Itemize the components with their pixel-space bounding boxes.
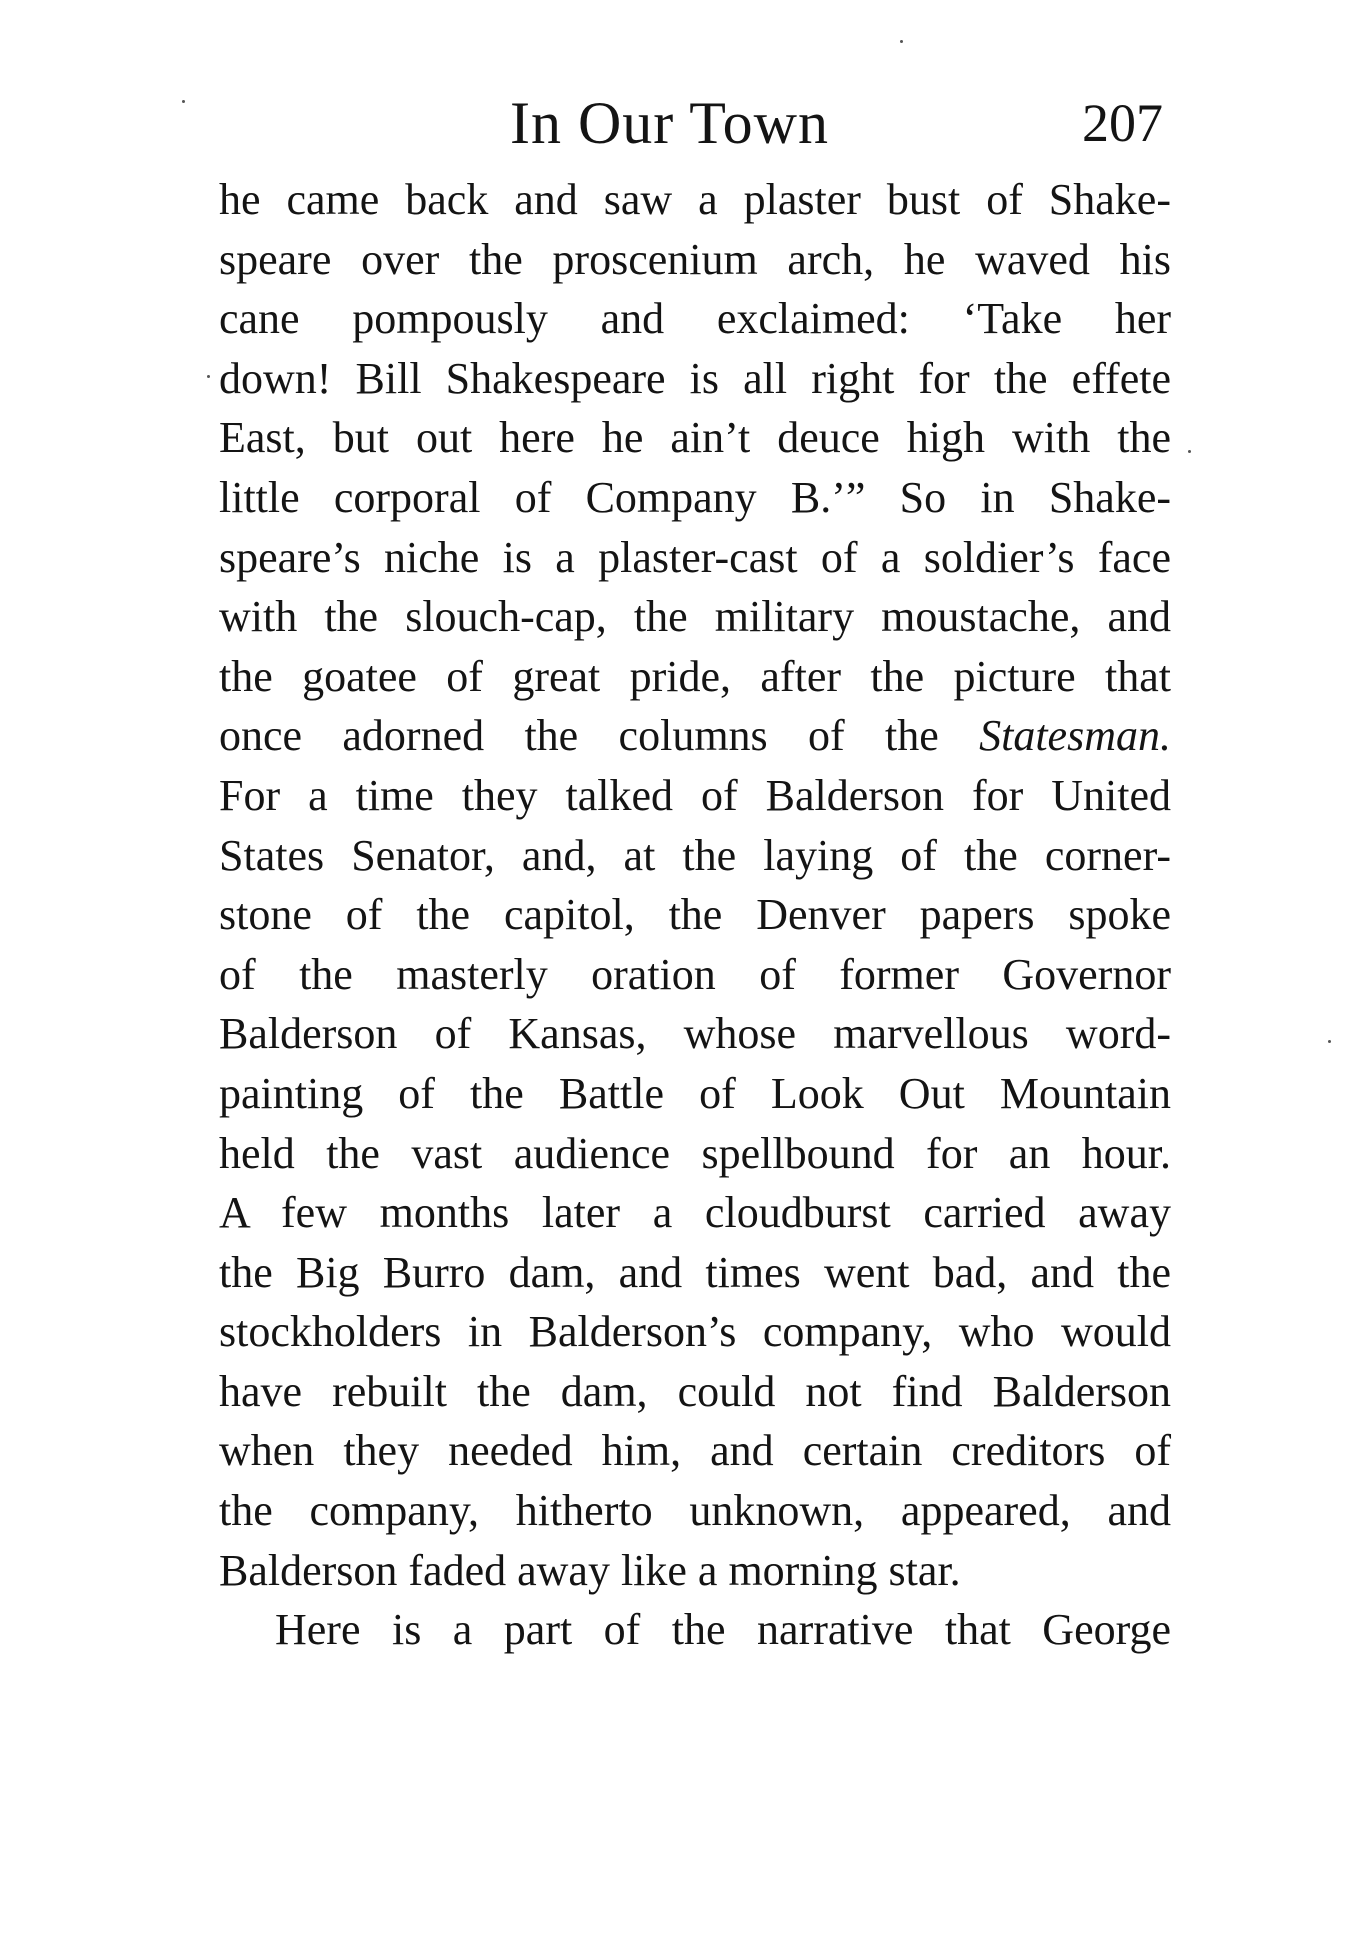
text-line: down! Bill Shakespeare is all right for the effete — [219, 353, 1171, 403]
text-line: speare’s niche is a plaster-cast of a soldier’s face — [219, 532, 1171, 582]
body-text — [219, 170, 1171, 1660]
text-line: have rebuilt the dam, could not find Balderson — [219, 1366, 1171, 1416]
running-head — [0, 88, 1348, 158]
text-line: the Big Burro dam, and times went bad, and the — [219, 1247, 1171, 1297]
text-line: painting of the Battle of Look Out Mountain — [219, 1068, 1171, 1118]
text-line: speare over the proscenium arch, he waved his — [219, 234, 1171, 284]
scan-speck — [1188, 450, 1191, 453]
text-line: A few months later a cloudburst carried away — [219, 1188, 1171, 1238]
scan-speck — [1328, 1040, 1331, 1043]
text-line: Balderson of Kansas, whose marvellous word- — [219, 1009, 1171, 1059]
text-line: the company, hitherto unknown, appeared, and — [219, 1486, 1171, 1536]
scan-speck — [182, 100, 185, 103]
page-number: 207 — [1082, 93, 1163, 153]
text-line: with the slouch-cap, the military moustache, and — [219, 592, 1171, 642]
text-line: stone of the capitol, the Denver papers spoke — [219, 890, 1171, 940]
scan-speck — [900, 40, 903, 43]
text-line: of the masterly oration of former Governor — [219, 949, 1171, 999]
text-fragment: once adorned the columns of the — [219, 711, 980, 761]
text-line-with-italic — [219, 706, 1171, 766]
scan-speck — [207, 375, 210, 378]
text-line: little corporal of Company B.’” So in Shake- — [219, 472, 1171, 522]
text-line: the goatee of great pride, after the picture that — [219, 651, 1171, 701]
text-line: Balderson faded away like a morning star. — [219, 1545, 961, 1595]
text-line: cane pompously and exclaimed: ‘Take her — [219, 294, 1171, 344]
text-line: East, but out here he ain’t deuce high with the — [219, 413, 1171, 463]
text-line: stockholders in Balderson’s company, who would — [219, 1307, 1171, 1357]
newspaper-title-italic: Statesman. — [979, 711, 1171, 761]
text-line: when they needed him, and certain creditors of — [219, 1426, 1171, 1476]
text-line: held the vast audience spellbound for an hour. — [219, 1128, 1171, 1178]
text-line: he came back and saw a plaster bust of Shake- — [219, 175, 1171, 224]
paragraph-first-line: Here is a part of the narrative that George — [275, 1605, 1171, 1655]
running-title: In Our Town — [510, 90, 829, 156]
text-line: For a time they talked of Balderson for United — [219, 770, 1171, 820]
text-line: States Senator, and, at the laying of the corner- — [219, 830, 1171, 880]
